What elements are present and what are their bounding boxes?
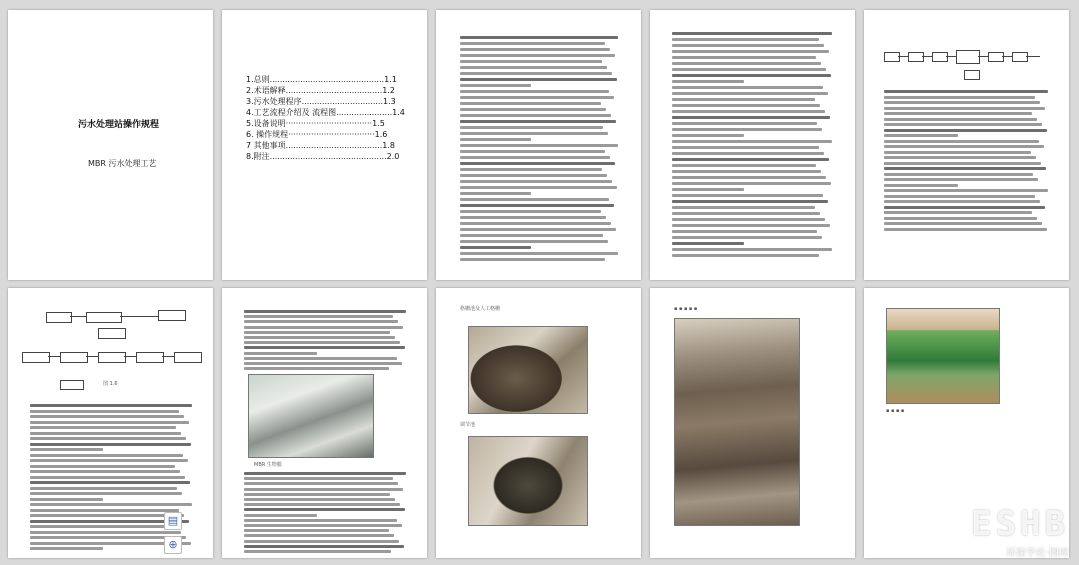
- flow-box: [60, 380, 84, 390]
- text-line: [460, 42, 605, 45]
- text-line: [460, 126, 603, 129]
- text-line: [460, 36, 618, 39]
- text-line: [244, 482, 398, 485]
- text-line: [672, 248, 832, 251]
- diagram-arrow: [898, 56, 908, 57]
- text-line: [244, 346, 405, 349]
- flow-arrow: [48, 356, 60, 357]
- text-line: [460, 150, 605, 153]
- text-line: [672, 170, 821, 173]
- diagram-box: [908, 52, 924, 62]
- flow-box: [136, 352, 164, 363]
- text-line: [460, 174, 607, 177]
- text-line: [244, 550, 391, 553]
- photo-caption: ▪ ▪ ▪ ▪: [886, 408, 905, 414]
- diagram-arrow: [1002, 56, 1012, 57]
- text-line: [460, 234, 603, 237]
- text-line: [884, 200, 1040, 203]
- text-line: [884, 167, 1046, 170]
- text-line: [30, 421, 189, 424]
- flow-arrow: [120, 316, 158, 317]
- text-line: [884, 189, 1048, 192]
- text-line: [244, 534, 394, 537]
- zoom-icon[interactable]: ⊕: [164, 536, 182, 554]
- document-subtitle: MBR 污水处理工艺: [88, 159, 157, 168]
- text-line: [244, 508, 405, 511]
- text-line: [460, 90, 609, 93]
- text-line: [30, 547, 103, 550]
- text-line: [460, 210, 601, 213]
- page-mbr[interactable]: [167, 288, 427, 558]
- text-line: [30, 509, 179, 512]
- text-line: [672, 122, 817, 125]
- toc-item[interactable]: 5.设备说明··································1.5: [246, 119, 385, 128]
- text-line: [672, 158, 829, 161]
- flow-box: [98, 352, 126, 363]
- text-line: [30, 448, 103, 451]
- flow-box: [158, 310, 186, 321]
- diagram-arrow: [978, 56, 988, 57]
- text-line: [884, 134, 958, 137]
- diagram-box: [956, 50, 980, 64]
- text-line: [244, 310, 406, 313]
- text-line: [672, 104, 820, 107]
- text-line: [244, 362, 402, 365]
- text-line: [244, 367, 389, 370]
- text-line: [244, 331, 390, 334]
- text-line: [460, 156, 610, 159]
- text-line: [884, 228, 1047, 231]
- text-line: [30, 531, 181, 534]
- toc-item[interactable]: 4.工艺流程介绍及 流程图......................1.4: [246, 108, 405, 117]
- text-line: [460, 204, 614, 207]
- text-line: [460, 108, 606, 111]
- text-line: [672, 176, 826, 179]
- text-line: [30, 536, 186, 539]
- page-tank-photos[interactable]: [436, 288, 641, 558]
- text-line: [460, 84, 531, 87]
- text-line: [884, 96, 1035, 99]
- text-line: [884, 206, 1045, 209]
- diagram-arrow: [922, 56, 932, 57]
- text-line: [244, 498, 395, 501]
- text-line: [244, 529, 389, 532]
- text-line: [30, 481, 190, 484]
- text-line: [672, 236, 822, 239]
- text-line: [884, 140, 1039, 143]
- flow-arrow: [86, 356, 98, 357]
- text-line: [244, 519, 397, 522]
- text-line: [460, 216, 606, 219]
- text-line: [672, 92, 828, 95]
- toc-item[interactable]: 7 其他事项......................................1.8: [246, 141, 395, 150]
- text-line: [672, 86, 823, 89]
- toc-item[interactable]: 1.总则.............................................1.1: [246, 75, 397, 84]
- text-line: [244, 477, 393, 480]
- text-line: [244, 493, 390, 496]
- text-line: [884, 145, 1044, 148]
- text-line: [460, 78, 617, 81]
- text-line: [672, 200, 828, 203]
- text-line: [884, 217, 1037, 220]
- photo-caption: MBR 生物膜: [254, 462, 282, 468]
- flow-arrow: [70, 316, 86, 317]
- text-line: [30, 437, 186, 440]
- text-line: [672, 218, 825, 221]
- page-cover[interactable]: [8, 10, 213, 280]
- screen-tank-photo: [468, 326, 588, 414]
- text-line: [460, 48, 610, 51]
- text-line: [460, 198, 609, 201]
- text-line: [460, 138, 531, 141]
- text-line: [244, 514, 317, 517]
- text-line: [672, 224, 830, 227]
- page-process[interactable]: [864, 10, 1069, 280]
- photo-caption: 格栅池及人工格栅: [460, 306, 501, 312]
- text-line: [672, 182, 831, 185]
- flow-box: [174, 352, 202, 363]
- watermark-logo: ESHB: [971, 504, 1069, 544]
- text-line: [672, 38, 819, 41]
- photo-caption: ▪ ▪ ▪ ▪ ▪: [674, 306, 698, 312]
- page-flowchart[interactable]: [8, 288, 213, 558]
- text-line: [244, 326, 403, 329]
- text-line: [460, 102, 601, 105]
- text-line: [30, 514, 184, 517]
- toc-item[interactable]: 3.污水处理程序................................1.3: [246, 97, 396, 106]
- diagram-box: [988, 52, 1004, 62]
- flow-box: [60, 352, 88, 363]
- text-line: [244, 341, 400, 344]
- toc-item[interactable]: 8.附注..............................................2.0: [246, 152, 400, 161]
- page-text-2[interactable]: [650, 10, 855, 280]
- text-line: [460, 96, 614, 99]
- site-watermark: [971, 504, 1069, 559]
- text-line: [460, 180, 612, 183]
- text-line: [244, 320, 398, 323]
- text-line: [672, 110, 825, 113]
- text-line: [460, 228, 616, 231]
- text-line: [460, 120, 616, 123]
- flow-box: [22, 352, 50, 363]
- text-line: [460, 168, 602, 171]
- text-line: [884, 90, 1048, 93]
- text-line: [30, 432, 181, 435]
- text-line: [460, 192, 531, 195]
- toc-item[interactable]: 2.术语解释......................................1.2: [246, 86, 395, 95]
- text-line: [672, 146, 819, 149]
- text-line: [460, 144, 618, 147]
- text-line: [30, 404, 192, 407]
- mbr-membrane-photo: [248, 374, 374, 458]
- text-line: [884, 151, 1031, 154]
- text-line: [672, 152, 824, 155]
- text-line: [672, 80, 744, 83]
- page-view-icon[interactable]: ▤: [164, 512, 182, 530]
- document-title: 污水处理站操作规程: [78, 120, 160, 130]
- text-line: [672, 212, 820, 215]
- flow-box: [98, 328, 126, 339]
- text-line: [672, 32, 832, 35]
- regulating-tank-photo: [468, 436, 588, 526]
- flow-arrow: [162, 356, 174, 357]
- text-line: [672, 62, 821, 65]
- text-line: [672, 44, 824, 47]
- diagram-box: [932, 52, 948, 62]
- text-line: [884, 107, 1045, 110]
- diagram-arrow: [1026, 56, 1040, 57]
- text-line: [460, 162, 615, 165]
- text-line: [884, 222, 1042, 225]
- text-line: [30, 492, 182, 495]
- text-line: [30, 465, 175, 468]
- text-line: [460, 72, 612, 75]
- text-line: [884, 118, 1037, 121]
- text-line: [244, 357, 397, 360]
- watermark-text: 环保学社·图库: [1005, 548, 1069, 559]
- text-line: [244, 472, 406, 475]
- text-line: [672, 116, 830, 119]
- text-line: [460, 252, 618, 255]
- text-line: [884, 129, 1047, 132]
- text-line: [30, 503, 192, 506]
- text-line: [244, 352, 317, 355]
- text-line: [30, 476, 185, 479]
- text-line: [460, 66, 607, 69]
- text-line: [884, 101, 1040, 104]
- text-line: [672, 188, 744, 191]
- text-line: [30, 443, 191, 446]
- text-line: [460, 222, 611, 225]
- text-line: [672, 242, 744, 245]
- text-line: [30, 498, 103, 501]
- text-line: [244, 503, 400, 506]
- page-facility[interactable]: [650, 288, 855, 558]
- text-line: [884, 123, 1042, 126]
- text-line: [884, 195, 1035, 198]
- text-line: [460, 114, 611, 117]
- table-of-contents: [246, 74, 405, 162]
- text-line: [30, 426, 176, 429]
- text-line: [244, 315, 393, 318]
- equipment-cabinet-photo: [886, 308, 1000, 404]
- text-line: [30, 487, 177, 490]
- text-line: [672, 128, 822, 131]
- diagram-arrow: [946, 56, 956, 57]
- text-line: [672, 68, 826, 71]
- text-line: [460, 54, 615, 57]
- text-line: [460, 186, 617, 189]
- text-line: [884, 211, 1032, 214]
- text-line: [30, 454, 183, 457]
- flow-box: [46, 312, 72, 323]
- text-line: [884, 184, 958, 187]
- photo-caption: 调节池: [460, 422, 476, 428]
- text-line: [672, 206, 815, 209]
- text-line: [460, 258, 605, 261]
- text-line: [30, 415, 184, 418]
- text-line: [672, 50, 829, 53]
- text-line: [460, 240, 608, 243]
- text-line: [30, 459, 188, 462]
- text-line: [884, 112, 1032, 115]
- text-line: [30, 470, 180, 473]
- flow-box: [86, 312, 122, 323]
- text-line: [884, 173, 1033, 176]
- diagram-box: [1012, 52, 1028, 62]
- text-line: [672, 164, 816, 167]
- text-line: [672, 98, 815, 101]
- text-line: [244, 336, 395, 339]
- text-line: [30, 525, 176, 528]
- text-line: [672, 56, 816, 59]
- text-line: [30, 410, 179, 413]
- text-line: [460, 132, 608, 135]
- text-line: [460, 60, 602, 63]
- text-line: [672, 134, 744, 137]
- text-line: [244, 524, 402, 527]
- flow-arrow: [124, 356, 136, 357]
- text-line: [244, 540, 399, 543]
- facility-tanks-photo: [674, 318, 800, 526]
- page-toc[interactable]: [222, 10, 427, 280]
- text-line: [672, 230, 817, 233]
- text-line: [672, 74, 831, 77]
- text-line: [672, 194, 823, 197]
- toc-item[interactable]: 6. 操作规程··································1.6: [246, 130, 388, 139]
- diagram-box: [964, 70, 980, 80]
- text-line: [672, 140, 832, 143]
- text-line: [672, 254, 819, 257]
- text-line: [460, 246, 531, 249]
- text-line: [244, 545, 404, 548]
- text-line: [884, 178, 1038, 181]
- page-text-1[interactable]: [436, 10, 641, 280]
- diagram-box: [884, 52, 900, 62]
- figure-caption: 图 1.6: [103, 381, 118, 387]
- text-line: [884, 156, 1036, 159]
- text-line: [244, 488, 403, 491]
- text-line: [884, 162, 1041, 165]
